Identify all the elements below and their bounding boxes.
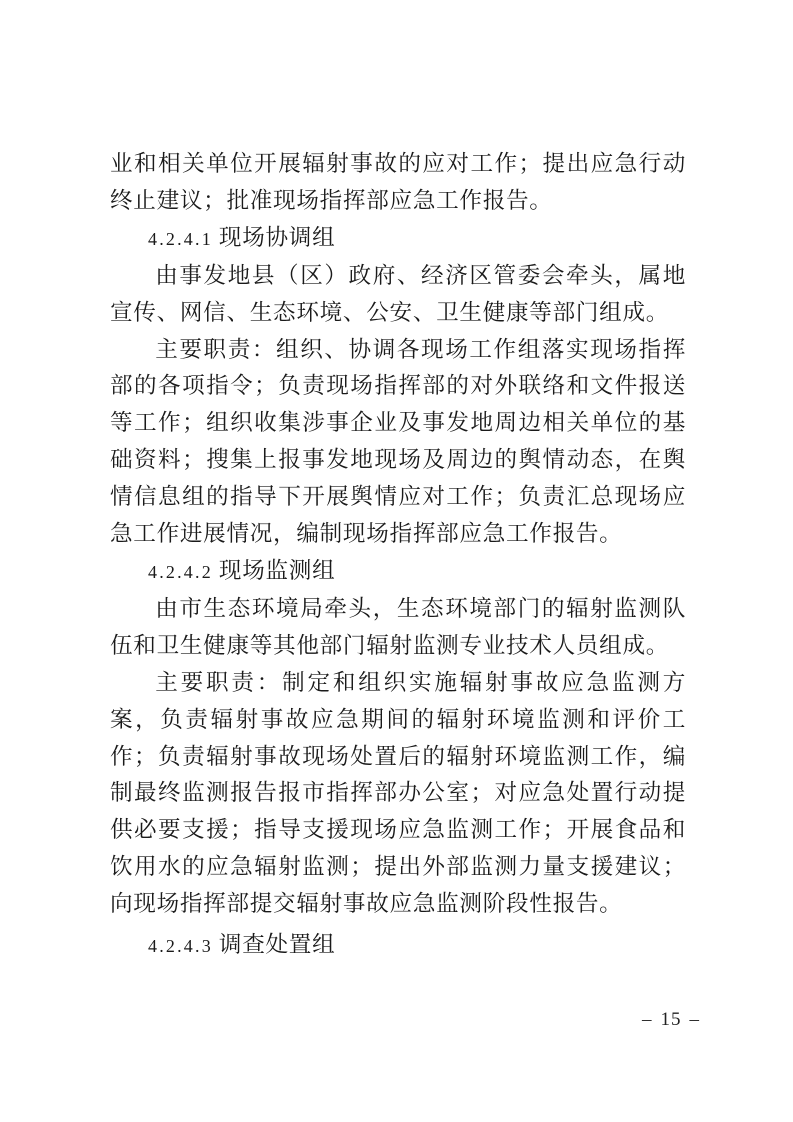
section-number: 4.2.4.1	[148, 228, 213, 249]
section-number: 4.2.4.3	[148, 936, 213, 957]
dash-right: –	[689, 1009, 700, 1030]
section-heading-4-2-4-1	[110, 220, 686, 258]
page-number-footer	[634, 1009, 708, 1031]
paragraph-composition: 由市生态环境局牵头，生态环境部门的辐射监测队伍和卫生健康等其他部门辐射监测专业技术人员组成。	[110, 595, 686, 659]
section-title: 现场协调组	[218, 224, 336, 251]
section-number: 4.2.4.2	[148, 561, 213, 582]
paragraph-composition: 由事发地县（区）政府、经济区管委会牵头，属地宣传、网信、生态环境、公安、卫生健康等部门组成。	[110, 262, 686, 326]
paragraph-continuation: 业和相关单位开展辐射事故的应对工作；提出应急行动终止建议；批准现场指挥部应急工作报告。	[110, 151, 686, 214]
section-heading-4-2-4-3	[110, 927, 686, 965]
dash-left: –	[642, 1009, 653, 1030]
section-title: 调查处置组	[218, 932, 336, 959]
section-heading-4-2-4-2	[110, 553, 686, 591]
page-number: 15	[660, 1009, 682, 1030]
document-body	[110, 146, 686, 965]
section-title: 现场监测组	[218, 557, 336, 584]
paragraph-responsibilities: 主要职责：组织、协调各现场工作组落实现场指挥部的各项指令；负责现场指挥部的对外联络和文件报送等工作；组织收集涉事企业及事发地周边相关单位的基础资料；搜集上报事发地现场及周边的舆情动态，在舆情信息组的指导下开展舆情应对工作；负责汇总现场应急工作进展情况，编制现场指挥部应急工作报告。	[110, 336, 686, 548]
paragraph-responsibilities: 主要职责：制定和组织实施辐射事故应急监测方案，负责辐射事故应急期间的辐射环境监测和评价工作；负责辐射事故现场处置后的辐射环境监测工作，编制最终监测报告报市指挥部办公室；对应急处置行动提供必要支援；指导支援现场应急监测工作；开展食品和饮用水的应急辐射监测；提出外部监测力量支援建议；向现场指挥部提交辐射事故应急监测阶段性报告。	[110, 669, 686, 918]
